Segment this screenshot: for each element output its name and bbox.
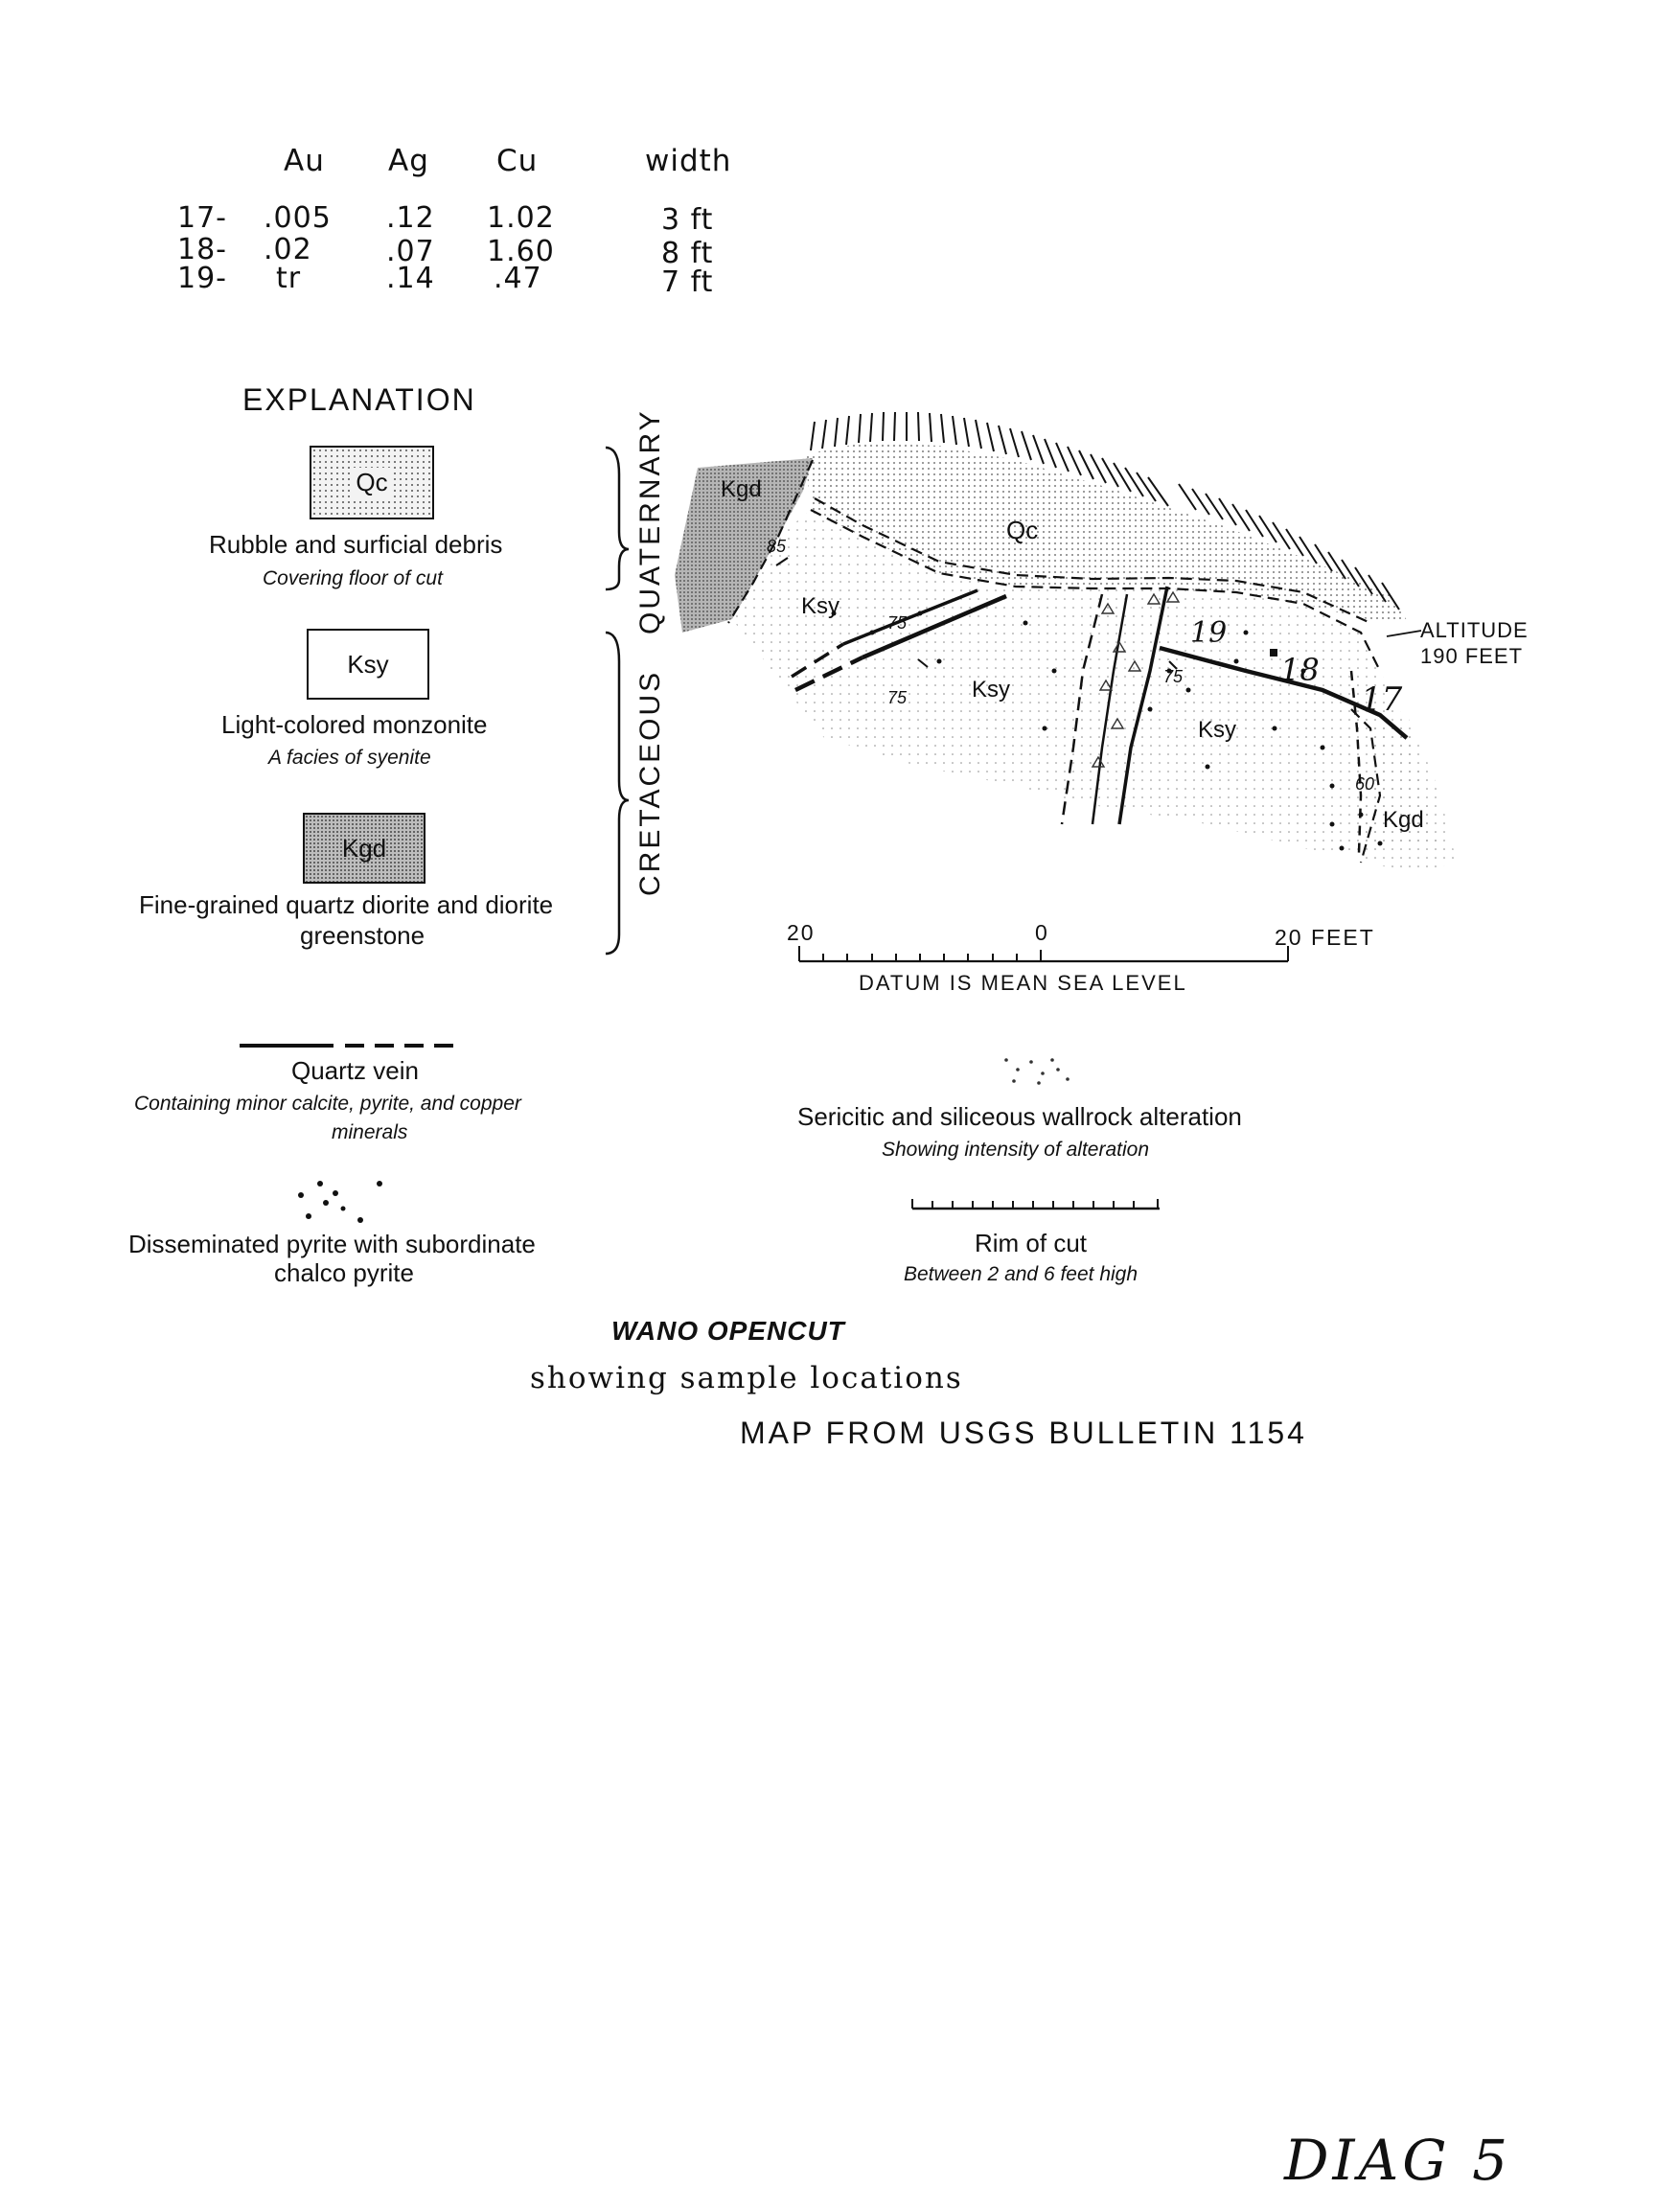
scale-label-left: 20 — [787, 920, 816, 945]
legend-label-pyrite-line2: chalco pyrite — [274, 1258, 414, 1287]
alteration-symbol — [997, 1054, 1073, 1089]
au-value: tr — [276, 262, 302, 295]
ag-value: .07 — [386, 235, 435, 268]
map-label-ksy-2: Ksy — [972, 677, 1011, 703]
datum-label: DATUM IS MEAN SEA LEVEL — [859, 971, 1187, 995]
dip-85: 85 — [767, 537, 787, 556]
sample-id: 18- — [177, 233, 227, 266]
opencut-map — [661, 393, 1505, 891]
handwritten-caption: showing sample locations — [530, 1361, 963, 1395]
header-cu: Cu — [496, 144, 539, 178]
legend-label-kgd: Fine-grained quartz diorite and diorite — [139, 890, 554, 919]
au-value: .005 — [264, 201, 332, 235]
header-width: width — [645, 144, 732, 178]
explanation-title: EXPLANATION — [242, 382, 476, 417]
legend-sub-ksy: A facies of syenite — [268, 747, 431, 769]
au-value: .02 — [264, 233, 312, 266]
sample-label-18: 18 — [1280, 652, 1320, 688]
legend-code-qc: Qc — [356, 468, 388, 496]
pyrite-symbol — [295, 1174, 391, 1232]
scale-label-right: 20 FEET — [1275, 925, 1375, 950]
scale-label-zero: 0 — [1035, 920, 1049, 945]
dip-75-a: 75 — [887, 613, 908, 633]
legend-sub-rim: Between 2 and 6 feet high — [904, 1263, 1138, 1285]
ag-value: .12 — [386, 201, 435, 235]
legend-sub-alteration: Showing intensity of alteration — [882, 1139, 1149, 1161]
legend-code-kgd: Kgd — [341, 833, 387, 863]
unit-kgd-east — [1361, 719, 1457, 872]
legend-label-rim: Rim of cut — [975, 1229, 1088, 1257]
width-value: 3 ft — [661, 203, 714, 237]
rim-of-cut-symbol — [910, 1196, 1162, 1211]
cu-value: 1.60 — [487, 235, 555, 268]
legend-box-qc — [310, 446, 434, 519]
sample-label-19: 19 — [1190, 616, 1228, 650]
altitude-value: 190 FEET — [1420, 644, 1524, 668]
map-title: WANO OPENCUT — [611, 1316, 845, 1346]
map-label-kgd-west: Kgd — [721, 476, 762, 502]
diagram-number: DIAG 5 — [1284, 2128, 1511, 2193]
dip-75-c: 75 — [1163, 667, 1184, 686]
scale-bar-graphic — [795, 944, 1294, 965]
legend-sub-qc: Covering floor of cut — [263, 567, 443, 589]
legend-label-ksy: Light-colored monzonite — [221, 710, 488, 739]
header-ag: Ag — [388, 144, 429, 178]
sample-id: 17- — [177, 201, 227, 235]
legend-label-qc: Rubble and surficial debris — [209, 530, 503, 559]
dip-75-b: 75 — [887, 688, 908, 707]
sample-marker — [1270, 649, 1277, 657]
map-label-qc: Qc — [1006, 516, 1039, 544]
legend-label-pyrite: Disseminated pyrite with subordinate — [128, 1230, 536, 1258]
period-cretaceous: CRETACEOUS — [634, 669, 666, 896]
legend-sub-quartz-vein: Containing minor calcite, pyrite, and copper — [134, 1093, 521, 1115]
altitude-label: ALTITUDE — [1420, 618, 1529, 642]
legend-label-alteration: Sericitic and siliceous wallrock alteration — [797, 1102, 1242, 1131]
map-label-ksy-1: Ksy — [801, 593, 840, 619]
legend-label-quartz-vein: Quartz vein — [291, 1056, 419, 1085]
header-au: Au — [284, 144, 325, 178]
legend-box-kgd — [303, 813, 426, 884]
legend-code-ksy: Ksy — [347, 649, 389, 679]
quartz-vein-symbol — [238, 1040, 477, 1051]
legend-label-kgd-line2: greenstone — [300, 921, 426, 950]
period-quaternary: QUATERNARY — [634, 408, 666, 634]
ag-value: .14 — [386, 262, 435, 295]
legend-box-ksy — [307, 629, 429, 700]
legend-sub-quartz-vein-line2: minerals — [332, 1121, 408, 1143]
map-label-kgd-east: Kgd — [1383, 807, 1424, 833]
width-value: 7 ft — [661, 265, 714, 299]
cu-value: 1.02 — [487, 201, 555, 235]
sample-label-17: 17 — [1361, 680, 1403, 719]
cu-value: .47 — [494, 262, 542, 295]
map-label-ksy-3: Ksy — [1198, 717, 1237, 743]
width-value: 8 ft — [661, 237, 714, 270]
sample-id: 19- — [177, 262, 227, 295]
source-reference: MAP FROM USGS BULLETIN 1154 — [740, 1416, 1307, 1450]
dip-60: 60 — [1355, 774, 1375, 794]
altitude-leader — [1385, 623, 1423, 642]
